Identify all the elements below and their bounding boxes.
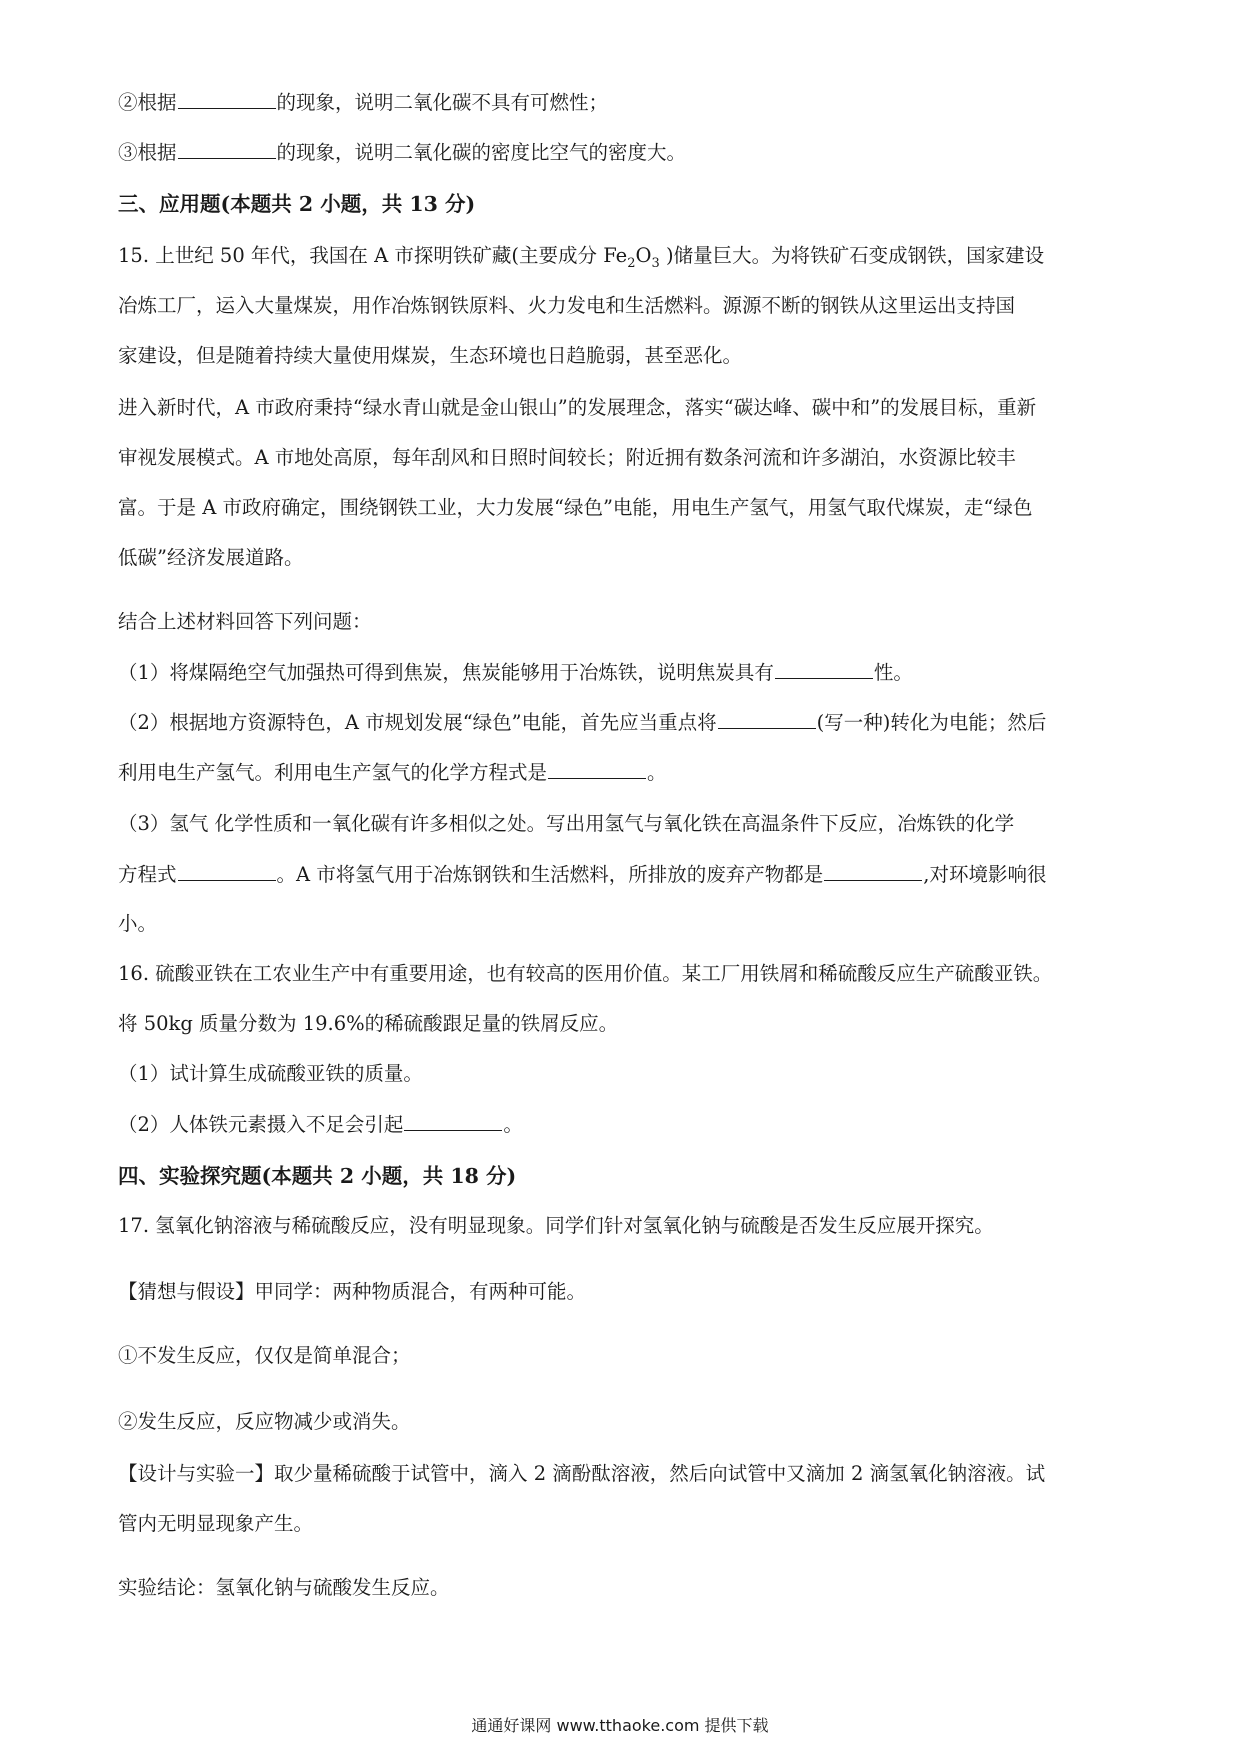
section-heading: [118, 190, 1128, 218]
text-run: 审视发展模式。A 市地处高原，每年刮风和日照时间较长；附近拥有数条河流和许多湖泊，水资源比较丰: [118, 446, 1016, 469]
text-line: [118, 1574, 1128, 1602]
text-run: 方程式: [118, 863, 177, 886]
text-run: (写一种)转化为电能；然后: [816, 711, 1047, 734]
text-line: [118, 658, 1128, 687]
text-line: [118, 860, 1128, 889]
text-line: [118, 1060, 1128, 1088]
text-run: 进入新时代，A 市政府秉持“绿水青山就是金山银山”的发展理念，落实“碳达峰、碳中和”的发展目标，重新: [118, 396, 1037, 419]
text-run: 富。于是 A 市政府确定，围绕钢铁工业，大力发展“绿色”电能，用电生产氢气，用氢气取代煤炭，走“绿色: [118, 496, 1033, 519]
text-line: [118, 960, 1128, 988]
text-line: [118, 1510, 1128, 1538]
text-line: [118, 242, 1128, 270]
text-run: ②根据: [118, 91, 177, 114]
section-heading: [118, 1162, 1128, 1190]
text-line: [118, 1278, 1128, 1306]
text-line: [118, 1408, 1128, 1436]
text-line: [118, 544, 1128, 572]
text-run: 16. 硫酸亚铁在工农业生产中有重要用途，也有较高的医用价值。某工厂用铁屑和稀硫酸反应生产硫酸亚铁。: [118, 962, 1053, 985]
answer-blank: [548, 758, 646, 779]
text-run: 【猜想与假设】甲同学：两种物质混合，有两种可能。: [118, 1280, 587, 1303]
text-run: )储量巨大。为将铁矿石变成钢铁，国家建设: [659, 244, 1045, 267]
text-line: [118, 444, 1128, 472]
text-run: ①不发生反应，仅仅是简单混合；: [118, 1344, 411, 1367]
text-line: [118, 810, 1128, 838]
text-line: [118, 494, 1128, 522]
page-footer: 通通好课网 www.tthaoke.com 提供下载: [471, 1716, 769, 1735]
text-line: [118, 138, 1128, 167]
answer-blank: [775, 658, 873, 679]
text-line: [118, 394, 1128, 422]
text-line: [118, 758, 1128, 787]
text-run: 性。: [873, 661, 913, 684]
answer-blank: [404, 1110, 502, 1131]
text-run: 管内无明显现象产生。: [118, 1512, 314, 1535]
text-run: O: [635, 244, 652, 267]
text-run: 17. 氢氧化钠溶液与稀硫酸反应，没有明显现象。同学们针对氢氧化钠与硫酸是否发生反应展开探究。: [118, 1214, 994, 1237]
text-run: 实验结论：氢氧化钠与硫酸发生反应。: [118, 1576, 450, 1599]
text-run: 四、实验探究题(本题共 2 小题，共 18 分): [118, 1164, 517, 1188]
answer-blank: [178, 88, 276, 109]
text-run: 。A 市将氢气用于冶炼钢铁和生活燃料，所排放的废弃产物都是: [276, 863, 824, 886]
text-run: 15. 上世纪 50 年代，我国在 A 市探明铁矿藏(主要成分 Fe: [118, 244, 628, 267]
answer-blank: [178, 860, 276, 881]
text-line: [118, 1460, 1128, 1488]
text-line: [118, 1110, 1128, 1139]
subscript: 2: [627, 255, 636, 270]
text-run: （1）试计算生成硫酸亚铁的质量。: [118, 1062, 423, 1085]
text-line: [118, 1212, 1128, 1240]
text-line: [118, 88, 1128, 117]
text-run: （2）根据地方资源特色，A 市规划发展“绿色”电能，首先应当重点将: [118, 711, 717, 734]
text-run: 低碳”经济发展道路。: [118, 546, 304, 569]
text-run: （2）人体铁元素摄入不足会引起: [118, 1113, 404, 1136]
text-run: 结合上述材料回答下列问题：: [118, 610, 372, 633]
text-run: ,对环境影响很: [923, 863, 1047, 886]
text-run: 的现象，说明二氧化碳的密度比空气的密度大。: [276, 141, 687, 164]
text-line: [118, 608, 1128, 636]
subscript: 3: [651, 255, 660, 270]
text-run: 。: [647, 761, 667, 784]
text-run: 利用电生产氢气。利用电生产氢气的化学方程式是: [118, 761, 548, 784]
text-line: [118, 910, 1128, 938]
text-line: [118, 1010, 1128, 1038]
text-run: ②发生反应，反应物减少或消失。: [118, 1410, 411, 1433]
text-run: 三、应用题(本题共 2 小题，共 13 分): [118, 192, 476, 216]
text-run: 家建设，但是随着持续大量使用煤炭，生态环境也日趋脆弱，甚至恶化。: [118, 344, 743, 367]
text-line: [118, 292, 1128, 320]
text-line: [118, 342, 1128, 370]
answer-blank: [178, 138, 276, 159]
text-line: [118, 708, 1128, 737]
text-run: ③根据: [118, 141, 177, 164]
text-run: 冶炼工厂，运入大量煤炭，用作冶炼钢铁原料、火力发电和生活燃料。源源不断的钢铁从这里运出支持国: [118, 294, 1016, 317]
text-run: 将 50kg 质量分数为 19.6%的稀硫酸跟足量的铁屑反应。: [118, 1012, 619, 1035]
text-run: （3）氢气 化学性质和一氧化碳有许多相似之处。写出用氢气与氧化铁在高温条件下反应，冶炼铁的化学: [118, 812, 1015, 835]
answer-blank: [824, 860, 922, 881]
text-run: 。: [503, 1113, 523, 1136]
text-run: 【设计与实验一】取少量稀硫酸于试管中，滴入 2 滴酚酞溶液，然后向试管中又滴加 2 滴氢氧化钠溶液。试: [118, 1462, 1046, 1485]
text-run: 小。: [118, 912, 158, 935]
text-run: 的现象，说明二氧化碳不具有可燃性；: [276, 91, 609, 114]
text-run: （1）将煤隔绝空气加强热可得到焦炭，焦炭能够用于冶炼铁，说明焦炭具有: [118, 661, 774, 684]
text-line: [118, 1342, 1128, 1370]
answer-blank: [718, 708, 816, 729]
